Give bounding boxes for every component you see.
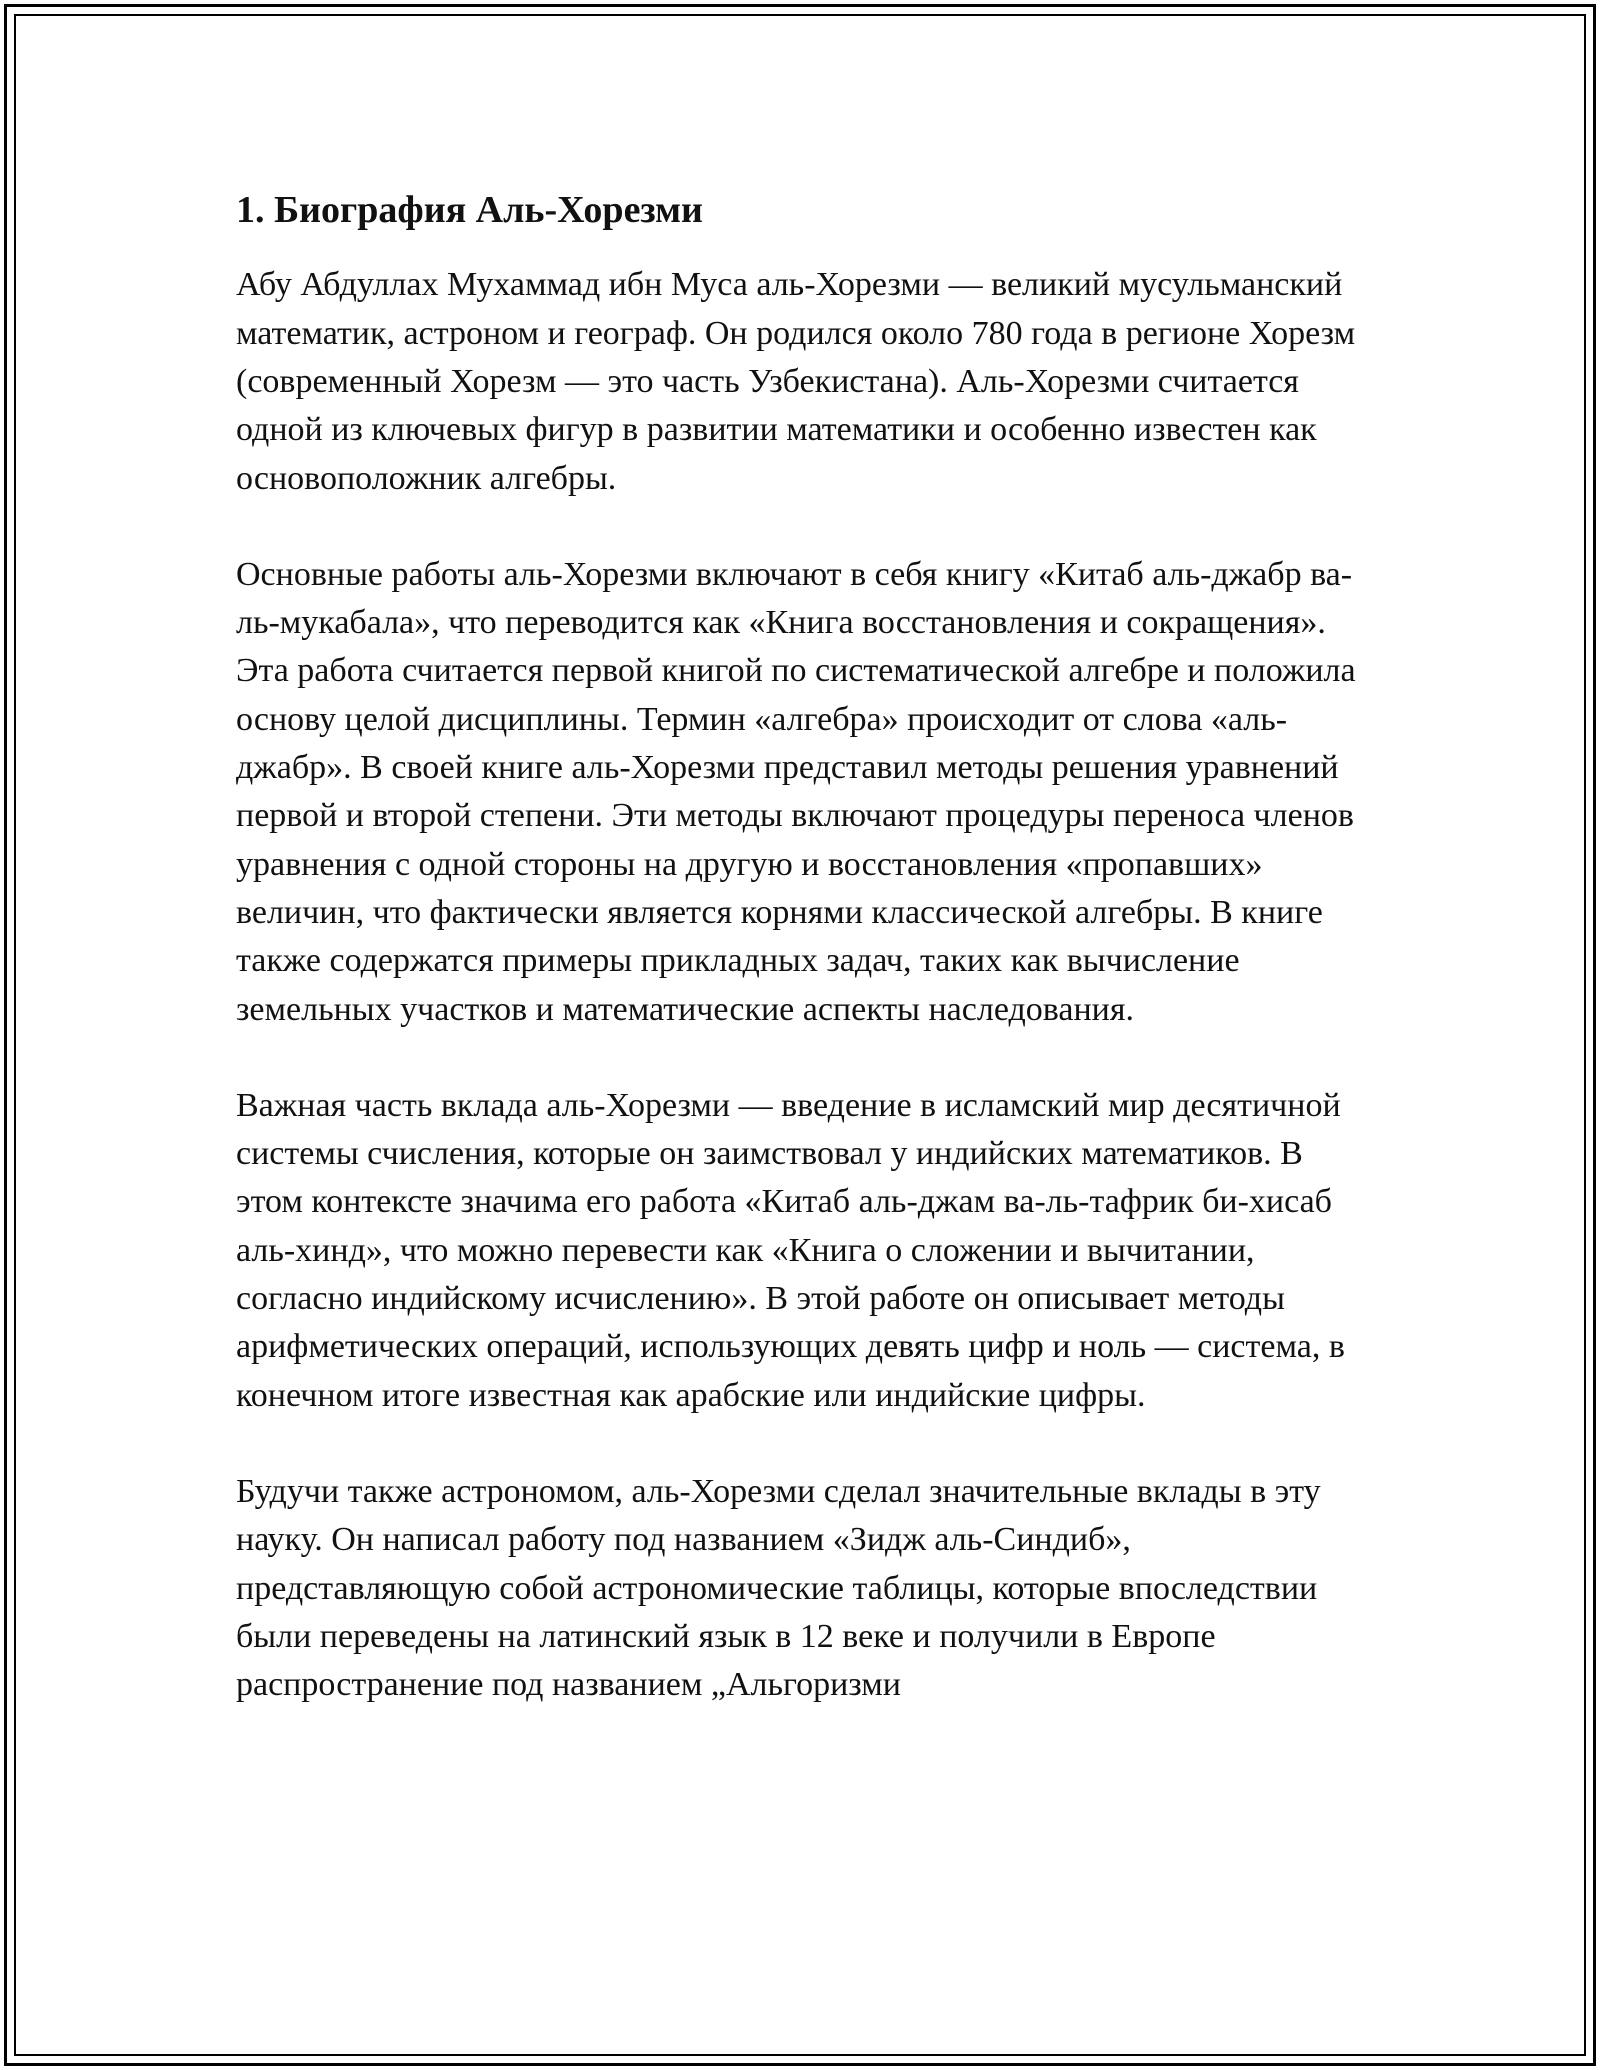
paragraph-biography: Абу Абдуллах Мухаммад ибн Муса аль-Хорезми — великий мусульманский математик, астроном и географ. Он родился около 780 года в регионе Хорезм (современный Хорезм — это часть Узбекистана). Аль-Хорезми считается одной из ключевых фигур в развитии математики и особенно известен как основоположник алгебры. [236, 266, 1356, 497]
document-body [236, 186, 1376, 1757]
paragraph-decimal-system: Важная часть вклада аль-Хорезми — введение в исламский мир десятичной системы счисления, которые он заимствовал у индийских математиков. В этом контексте значима его работа «Китаб аль-джам ва-ль-тафрик би-хисаб аль-хинд», что можно перевести как «Книга о сложении и вычитании, согласно индийскому исчислению». В этой работе он описывает методы арифметических операций, использующих девять цифр и ноль — система, в конечном итоге известная как арабские или индийские цифры. [236, 1086, 1345, 1414]
paragraph-algebra-works: Основные работы аль-Хорезми включают в себя книгу «Китаб аль-джабр ва-ль-мукабала», что переводится как «Книга восстановления и сокращения». Эта работа считается первой книгой по систематической алгебре и положила основу целой дисциплины. Термин «алгебра» происходит от слова «аль-джабр». В своей книге аль-Хорезми представил методы решения уравнений первой и второй степени. Эти методы включают процедуры переноса членов уравнения с одной стороны на другую и восстановления «пропавших» величин, что фактически является корнями классической алгебры. В книге также содержатся примеры прикладных задач, таких как вычисление земельных участков и математические аспекты наследования. [236, 555, 1356, 1028]
paragraph-astronomy: Будучи также астрономом, аль-Хорезми сделал значительные вклады в эту науку. Он написал работу под названием «Зидж аль-Синдиб», представляющую собой астрономические таблицы, которые впоследствии были переведены на латинский язык в 12 веке и получили в Европе распространение под названием „Альгоризми [236, 1472, 1321, 1704]
section-heading: 1. Биография Аль-Хорезми [236, 189, 703, 231]
